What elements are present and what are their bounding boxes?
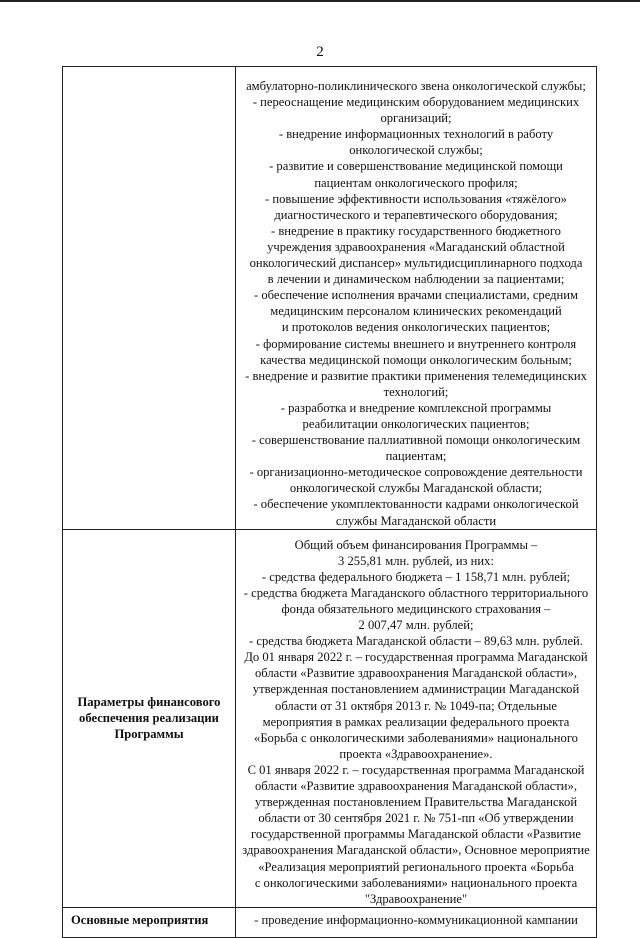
row-financing bbox=[63, 529, 597, 907]
text-line: и протоколов ведения онкологических пациентов; bbox=[281, 320, 551, 335]
row-measures-content-cell bbox=[236, 907, 597, 937]
text-line: реабилитации онкологических пациентов; bbox=[302, 416, 530, 431]
row-measures bbox=[63, 907, 597, 937]
text-line: - средства бюджета Магаданского областного территориального bbox=[243, 585, 589, 600]
text-line: в лечении и динамическом наблюдении за пациентами; bbox=[267, 272, 565, 287]
text-line: «Реализация мероприятий регионального проекта «Борьба bbox=[258, 859, 574, 874]
text-line: онкологический диспансер» мультидисциплинарного подхода bbox=[249, 256, 583, 271]
text-line: организаций; bbox=[380, 111, 452, 126]
text-line: - повышение эффективности использования «тяжёлого» bbox=[265, 191, 567, 206]
page-number: 2 bbox=[316, 44, 324, 60]
text-line: области от 30 сентября 2021 г. № 751-пп «Об утверждении bbox=[258, 811, 574, 826]
measures-label: Основные мероприятия bbox=[71, 912, 209, 927]
text-line: здравоохранения Магаданской области», Основное мероприятие bbox=[242, 843, 590, 858]
text-line: фонда обязательного медицинского страхования – bbox=[281, 602, 551, 616]
text-line: - разработка и внедрение комплексной программы bbox=[280, 400, 552, 415]
text-line: области «Развитие здравоохранения Магаданской области», bbox=[255, 779, 577, 794]
row-tasks-content-cell bbox=[236, 67, 597, 530]
text-line: - обеспечение исполнения врачами специалистами, средним bbox=[253, 288, 578, 303]
financing-label: Параметры финансового обеспечения реализации Программы bbox=[63, 529, 236, 907]
text-line: - переоснащение медицинским оборудованием медицинских bbox=[252, 95, 580, 110]
text-line: амбулаторно-поликлинического звена онкологической службы; bbox=[246, 79, 586, 93]
row-measures-label-cell bbox=[63, 907, 236, 937]
text-line: 2 007,47 млн. рублей; bbox=[358, 618, 474, 633]
text-line: области от 31 октября 2013 г. № 1049-па; Отдельные bbox=[275, 698, 557, 713]
text-line: государственной программы Магаданской области «Развитие bbox=[250, 827, 581, 842]
text-line: - средства федерального бюджета – 1 158,71 млн. рублей; bbox=[261, 569, 571, 584]
row-financing-content-cell bbox=[236, 529, 597, 907]
text-line: области «Развитие здравоохранения Магаданской области», bbox=[255, 666, 577, 681]
text-line: службы Магаданской области bbox=[335, 513, 497, 528]
row-tasks-label-cell bbox=[63, 67, 236, 530]
text-line: - развитие и совершенствование медицинской помощи bbox=[269, 159, 563, 174]
text-line: "Здравоохранение" bbox=[364, 891, 468, 906]
text-line: - внедрение информационных технологий в работу bbox=[278, 127, 554, 142]
text-line: пациентам онкологического профиля; bbox=[314, 175, 518, 190]
text-line: проекта «Здравоохранение». bbox=[339, 746, 493, 761]
text-line: - организационно-методическое сопровождение деятельности bbox=[249, 465, 583, 480]
text-line: пациентам; bbox=[385, 449, 447, 464]
text-line: - проведение информационно-коммуникационной кампании bbox=[254, 912, 578, 927]
text-line: утвержденная постановлением администрации Магаданской bbox=[252, 682, 580, 697]
text-line: - формирование системы внешнего и внутреннего контроля bbox=[255, 336, 577, 351]
text-line: Общий объем финансирования Программы – bbox=[294, 537, 538, 552]
text-line: диагностического и терапевтического оборудования; bbox=[274, 207, 558, 222]
text-line: С 01 января 2022 г. – государственная программа Магаданской bbox=[247, 762, 585, 777]
text-line: - совершенствование паллиативной помощи онкологическим bbox=[251, 433, 581, 448]
text-line: «Борьба с онкологическими заболеваниями» национального bbox=[254, 730, 578, 745]
passport-table bbox=[62, 66, 597, 938]
text-line: с онкологическими заболеваниями» национального проекта bbox=[254, 875, 578, 890]
row-tasks bbox=[63, 67, 597, 530]
measures-text bbox=[236, 912, 596, 928]
text-line: утвержденная постановлением Правительства Магаданской bbox=[254, 795, 578, 810]
text-line: - средства бюджета Магаданской области – 89,63 млн. рублей. bbox=[249, 634, 583, 649]
text-line: 3 255,81 млн. рублей, из них: bbox=[338, 553, 494, 568]
text-line: - внедрение в практику государственного бюджетного bbox=[271, 223, 561, 238]
text-line: медицинским персоналом клинических рекомендаций bbox=[270, 304, 562, 319]
text-line: учреждения здравоохранения «Магаданский областной bbox=[267, 239, 565, 254]
text-line: мероприятия в рамках реализации федерального проекта bbox=[262, 714, 570, 729]
tasks-text bbox=[236, 78, 596, 529]
text-line: До 01 января 2022 г. – государственная программа Магаданской bbox=[244, 650, 588, 665]
text-line: качества медицинской помощи онкологическим больным; bbox=[260, 352, 572, 367]
financing-text bbox=[236, 537, 596, 907]
top-border-line bbox=[0, 0, 640, 2]
text-line: - внедрение и развитие практики применения телемедицинских bbox=[245, 368, 587, 383]
text-line: онкологической службы; bbox=[349, 143, 483, 158]
text-line: онкологической службы Магаданской области; bbox=[289, 481, 543, 496]
text-line: технологий; bbox=[383, 384, 449, 399]
text-line: - обеспечение укомплектованности кадрами онкологической bbox=[253, 497, 579, 512]
